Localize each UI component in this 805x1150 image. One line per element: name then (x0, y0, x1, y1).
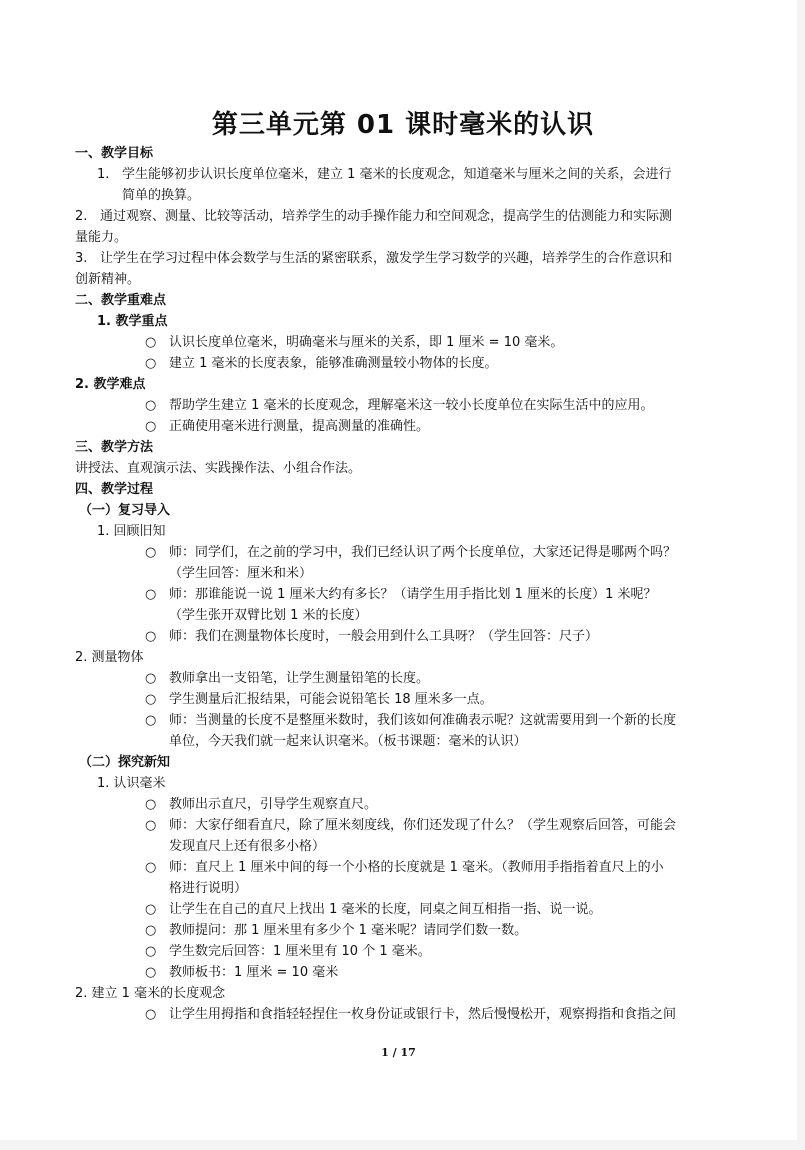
goal-number: 1. (97, 167, 110, 182)
concept-heading: 2. 建立 1 毫米的长度观念 (75, 986, 226, 1001)
measure-item (145, 711, 676, 731)
know-item (145, 963, 338, 983)
goal-text-continuation: 创新精神。 (75, 272, 141, 287)
know-text: 师：大家仔细看直尺，除了厘米刻度线，你们还发现了什么？（学生观察后回答，可能会 (169, 818, 677, 833)
bullet-icon: ○ (145, 902, 157, 917)
goal-text: 学生能够初步认识长度单位毫米，建立 1 毫米的长度观念，知道毫米与厘米之间的关系，会进行 (122, 167, 672, 182)
bullet-icon: ○ (145, 944, 157, 959)
know-text: 学生数完后回答：1 厘米里有 10 个 1 毫米。 (169, 944, 431, 959)
section-heading-goals: 一、教学目标 (75, 146, 154, 161)
key-point-text: 建立 1 毫米的长度表象，能够准确测量较小物体的长度。 (169, 356, 498, 371)
bullet-icon: ○ (145, 419, 157, 434)
page-number: 1 / 17 (381, 1046, 416, 1059)
review-text-continuation: （学生回答：厘米和米） (169, 566, 313, 581)
know-text: 教师提问：那 1 厘米里有多少个 1 毫米呢？请同学们数一数。 (169, 923, 528, 938)
measure-text: 学生测量后汇报结果，可能会说铅笔长 18 厘米多一点。 (169, 692, 493, 707)
review-item (145, 627, 598, 647)
bullet-icon: ○ (145, 713, 157, 728)
section-heading-methods: 三、教学方法 (75, 440, 154, 455)
goal-number: 2. (75, 209, 88, 224)
concept-text: 让学生用拇指和食指轻轻捏住一枚身份证或银行卡，然后慢慢松开，观察拇指和食指之间 (169, 1007, 677, 1022)
goal-text-continuation: 量能力。 (75, 230, 128, 245)
review-heading: 1. 回顾旧知 (97, 524, 166, 539)
know-text: 让学生在自己的直尺上找出 1 毫米的长度，同桌之间互相指一指、说一说。 (169, 902, 602, 917)
review-text: 师：我们在测量物体长度时，一般会用到什么工具呀？（学生回答：尺子） (169, 629, 599, 644)
difficulty-text: 帮助学生建立 1 毫米的长度观念，理解毫米这一较小长度单位在实际生活中的应用。 (169, 398, 654, 413)
bullet-icon: ○ (145, 965, 157, 980)
know-text: 教师板书：1 厘米 = 10 毫米 (169, 965, 339, 980)
bullet-icon: ○ (145, 1007, 157, 1022)
measure-heading: 2. 测量物体 (75, 650, 144, 665)
measure-text: 教师拿出一支铅笔，让学生测量铅笔的长度。 (169, 671, 430, 686)
review-text: 师：那谁能说一说 1 厘米大约有多长？（请学生用手指比划 1 厘米的长度）1 米呢？ (169, 587, 657, 602)
measure-item (145, 669, 429, 689)
goal-text: 让学生在学习过程中体会数学与生活的紧密联系，激发学生学习数学的兴趣，培养学生的合作意识和 (100, 251, 673, 266)
section-heading-process: 四、教学过程 (75, 482, 154, 497)
bullet-icon: ○ (145, 692, 157, 707)
measure-text: 师：当测量的长度不是整厘米数时，我们该如何准确表示呢？这就需要用到一个新的长度 (169, 713, 677, 728)
goal-item-2 (75, 207, 672, 227)
know-text-continuation: 发现直尺上还有很多小格） (169, 839, 326, 854)
bullet-icon: ○ (145, 818, 157, 833)
difficulty-text: 正确使用毫米进行测量，提高测量的准确性。 (169, 419, 430, 434)
bullet-icon: ○ (145, 587, 157, 602)
goal-item-3 (75, 249, 672, 269)
review-text-continuation: （学生张开双臂比划 1 米的长度） (169, 608, 368, 623)
key-point-item (145, 333, 563, 353)
key-point-item (145, 354, 498, 374)
bullet-icon: ○ (145, 923, 157, 938)
know-text-continuation: 格进行说明） (169, 881, 248, 896)
goal-text-continuation: 简单的换算。 (122, 188, 201, 203)
bullet-icon: ○ (145, 545, 157, 560)
process-part-1: （一）复习导入 (79, 503, 171, 518)
know-item (145, 900, 602, 920)
difficulty-item (145, 417, 429, 437)
know-item (145, 921, 527, 941)
review-item (145, 543, 676, 563)
know-text: 师：直尺上 1 厘米中间的每一个小格的长度就是 1 毫米。（教师用手指指着直尺上的小 (169, 860, 664, 875)
goal-item-1 (97, 165, 672, 185)
know-item (145, 942, 431, 962)
bullet-icon: ○ (145, 356, 157, 371)
concept-item (145, 1005, 676, 1025)
bullet-icon: ○ (145, 335, 157, 350)
review-item (145, 585, 656, 605)
bullet-icon: ○ (145, 629, 157, 644)
know-heading: 1. 认识毫米 (97, 776, 166, 791)
review-text: 师：同学们，在之前的学习中，我们已经认识了两个长度单位，大家还记得是哪两个吗？ (169, 545, 677, 560)
key-points-heading: 1. 教学重点 (97, 314, 168, 329)
process-part-2: （二）探究新知 (79, 755, 171, 770)
know-item (145, 795, 377, 815)
bullet-icon: ○ (145, 398, 157, 413)
section-heading-key-points: 二、教学重难点 (75, 293, 167, 308)
measure-item (145, 690, 493, 710)
key-point-text: 认识长度单位毫米，明确毫米与厘米的关系，即 1 厘米 = 10 毫米。 (169, 335, 564, 350)
know-item (145, 816, 676, 836)
difficulty-item (145, 396, 654, 416)
page-title: 第三单元第 01 课时毫米的认识 (211, 110, 595, 140)
difficulties-heading: 2. 教学难点 (75, 377, 146, 392)
bullet-icon: ○ (145, 797, 157, 812)
measure-text-continuation: 单位，今天我们就一起来认识毫米。（板书课题：毫米的认识） (169, 734, 527, 749)
bullet-icon: ○ (145, 860, 157, 875)
methods-text: 讲授法、直观演示法、实践操作法、小组合作法。 (75, 461, 362, 476)
goal-text: 通过观察、测量、比较等活动，培养学生的动手操作能力和空间观念，提高学生的估测能力和实际测 (100, 209, 673, 224)
bullet-icon: ○ (145, 671, 157, 686)
know-item (145, 858, 664, 878)
know-text: 教师出示直尺，引导学生观察直尺。 (169, 797, 378, 812)
goal-number: 3. (75, 251, 88, 266)
